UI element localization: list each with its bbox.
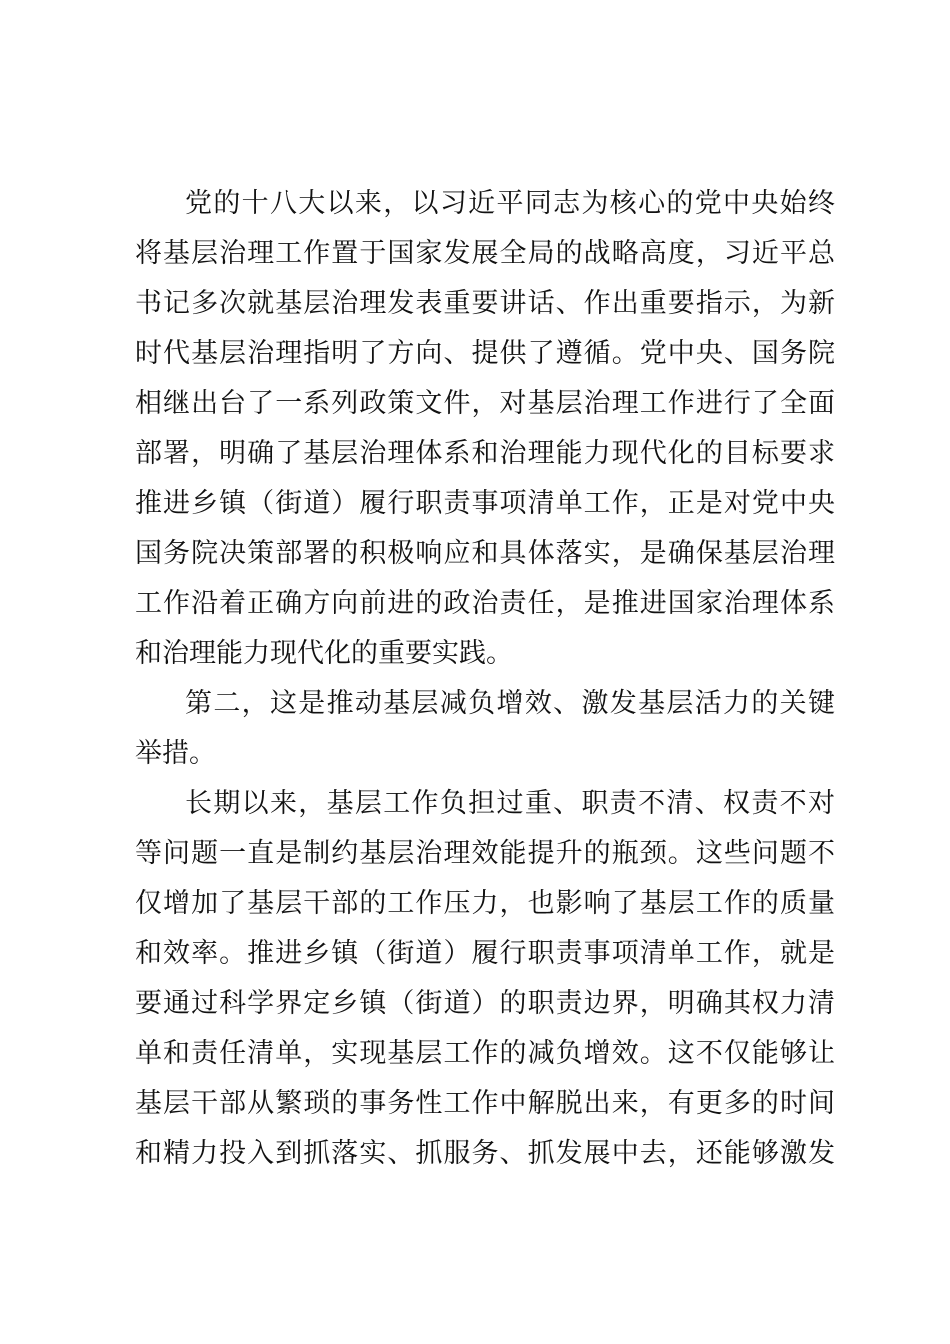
paragraph-line: 要通过科学界定乡镇（街道）的职责边界，明确其权力清: [135, 988, 835, 1019]
paragraph-line: 基层干部从繁琐的事务性工作中解脱出来，有更多的时间: [135, 1088, 835, 1119]
paragraph-line: 单和责任清单，实现基层工作的减负增效。这不仅能够让: [135, 1038, 835, 1069]
paragraph-line: 推进乡镇（街道）履行职责事项清单工作，正是对党中央: [135, 488, 835, 519]
paragraph-line: 和效率。推进乡镇（街道）履行职责事项清单工作，就是: [135, 938, 835, 969]
paragraph-line: 部署，明确了基层治理体系和治理能力现代化的目标要求: [135, 438, 835, 469]
paragraph-line: 等问题一直是制约基层治理效能提升的瓶颈。这些问题不: [135, 838, 835, 869]
paragraph-line: 将基层治理工作置于国家发展全局的战略高度，习近平总: [135, 238, 835, 269]
paragraph-line: 长期以来，基层工作负担过重、职责不清、权责不对: [185, 788, 835, 819]
paragraph-line: 党的十八大以来，以习近平同志为核心的党中央始终: [185, 188, 835, 219]
section-heading-line: 第二，这是推动基层减负增效、激发基层活力的关键: [185, 688, 835, 719]
paragraph-line: 相继出台了一系列政策文件，对基层治理工作进行了全面: [135, 388, 835, 419]
paragraph-line: 书记多次就基层治理发表重要讲话、作出重要指示，为新: [135, 288, 835, 319]
paragraph-line: 仅增加了基层干部的工作压力，也影响了基层工作的质量: [135, 888, 835, 919]
paragraph-line: 时代基层治理指明了方向、提供了遵循。党中央、国务院: [135, 338, 835, 369]
paragraph-line: 工作沿着正确方向前进的政治责任，是推进国家治理体系: [135, 588, 835, 619]
paragraph-line: 国务院决策部署的积极响应和具体落实，是确保基层治理: [135, 538, 835, 569]
paragraph-line: 和精力投入到抓落实、抓服务、抓发展中去，还能够激发: [135, 1138, 835, 1169]
section-heading-line: 举措。: [135, 738, 216, 769]
paragraph-line: 和治理能力现代化的重要实践。: [135, 638, 513, 669]
